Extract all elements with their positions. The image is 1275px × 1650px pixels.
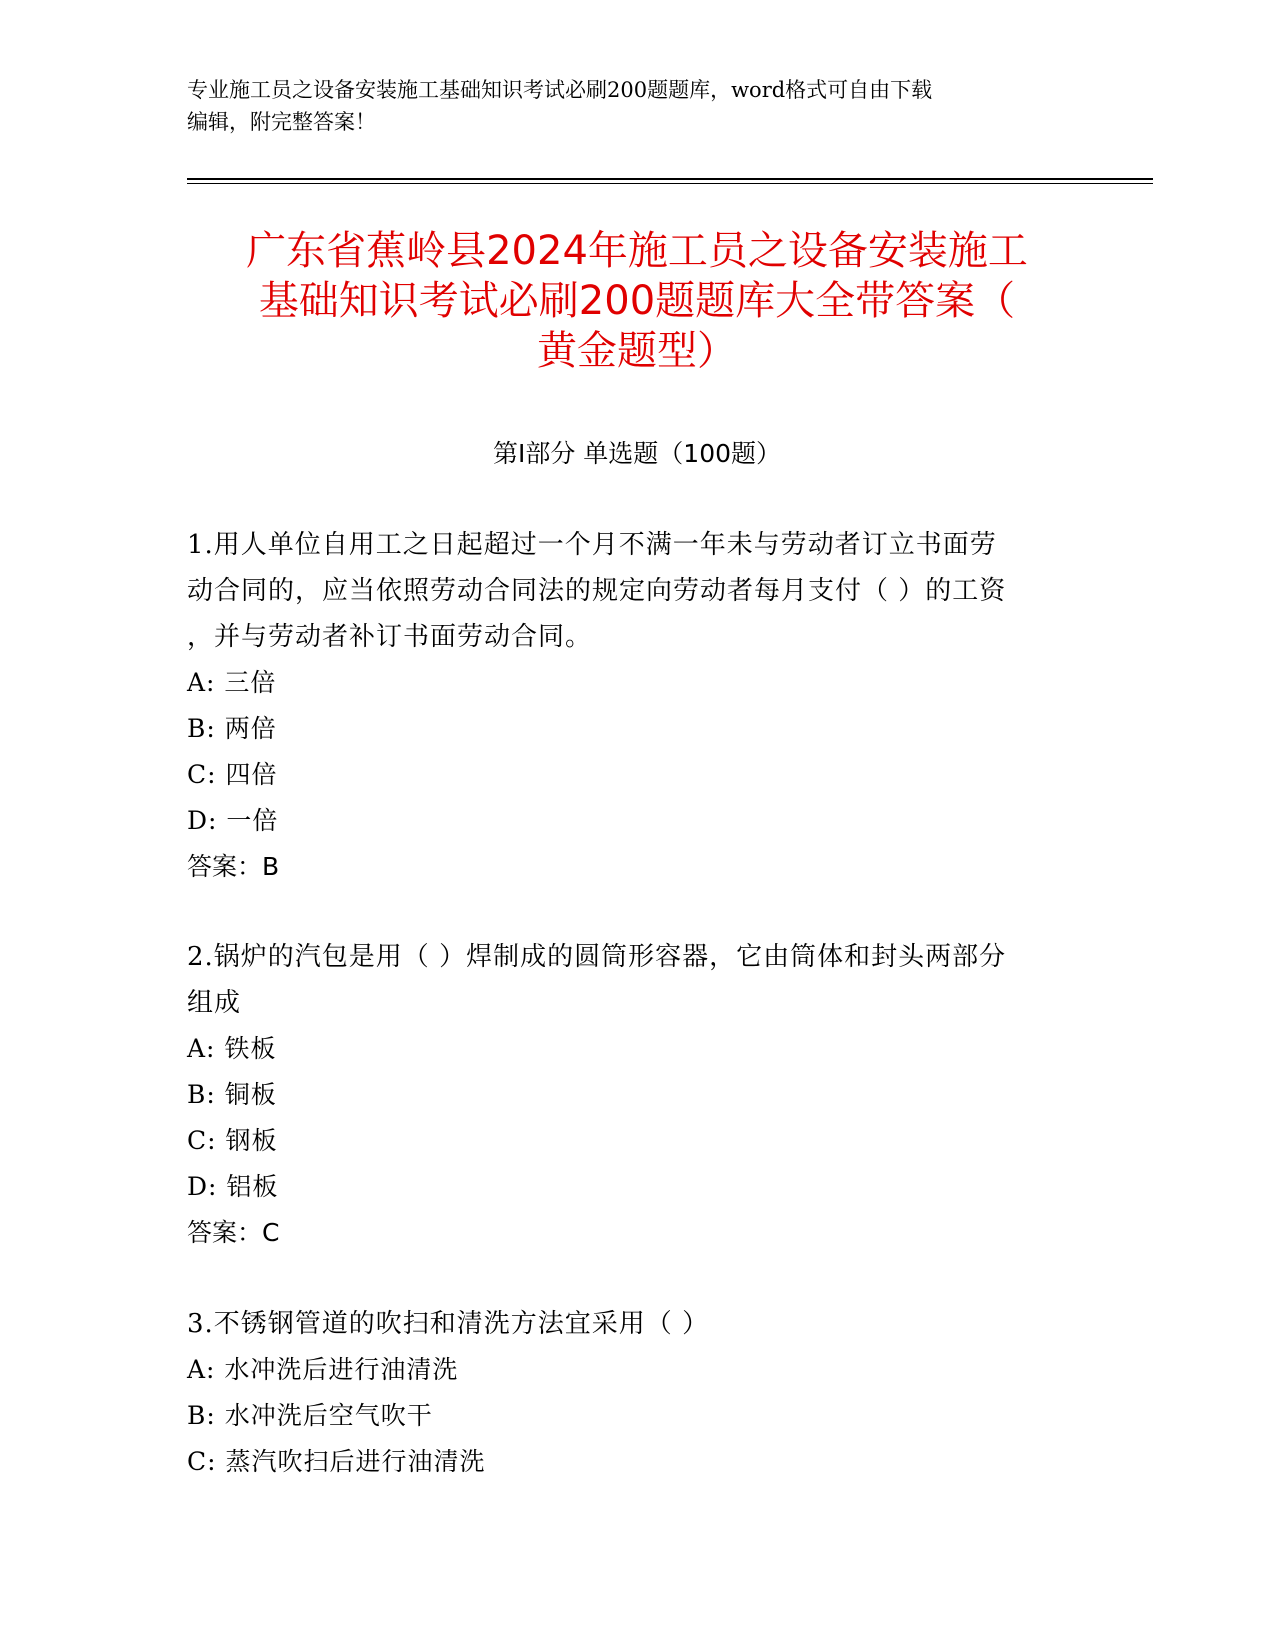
option-a: A: 铁板 bbox=[187, 1034, 277, 1063]
question-stem: 1.用人单位自用工之日起超过一个月不满一年未与劳动者订立书面劳 动合同的，应当依照劳动合同法的规定向劳动者每月支付（ ）的工资 ，并与劳动者补订书面劳动合同。 bbox=[187, 530, 1007, 652]
option-c: C: 蒸汽吹扫后进行油清洗 bbox=[187, 1447, 486, 1476]
answer: 答案：B bbox=[187, 852, 280, 881]
option-d: D: 铝板 bbox=[187, 1172, 279, 1201]
question-1 bbox=[187, 522, 1087, 890]
option-a: A: 三倍 bbox=[187, 668, 277, 697]
option-c: C: 钢板 bbox=[187, 1126, 278, 1155]
option-a: A: 水冲洗后进行油清洗 bbox=[187, 1355, 459, 1384]
question-stem: 2.锅炉的汽包是用（ ）焊制成的圆筒形容器，它由筒体和封头两部分 组成 bbox=[187, 942, 1007, 1018]
option-b: B: 两倍 bbox=[187, 714, 277, 743]
header-note: 专业施工员之设备安装施工基础知识考试必刷200题题库，word格式可自由下载 编辑，附完整答案！ bbox=[187, 78, 933, 134]
question-2 bbox=[187, 934, 1087, 1256]
option-b: B: 铜板 bbox=[187, 1080, 277, 1109]
option-d: D: 一倍 bbox=[187, 806, 279, 835]
option-c: C: 四倍 bbox=[187, 760, 278, 789]
answer: 答案：C bbox=[187, 1218, 280, 1247]
question-stem: 3.不锈钢管道的吹扫和清洗方法宜采用（ ） bbox=[187, 1309, 710, 1339]
document-title: 广东省蕉岭县2024年施工员之设备安装施工 基础知识考试必刷200题题库大全带答案（ 黄金题型） bbox=[246, 228, 1028, 374]
header-divider bbox=[187, 178, 1153, 180]
option-b: B: 水冲洗后空气吹干 bbox=[187, 1401, 433, 1430]
section-title: 第Ⅰ部分 单选题（100题） bbox=[492, 439, 782, 468]
header-divider-thin bbox=[187, 183, 1153, 184]
question-3 bbox=[187, 1301, 1087, 1485]
